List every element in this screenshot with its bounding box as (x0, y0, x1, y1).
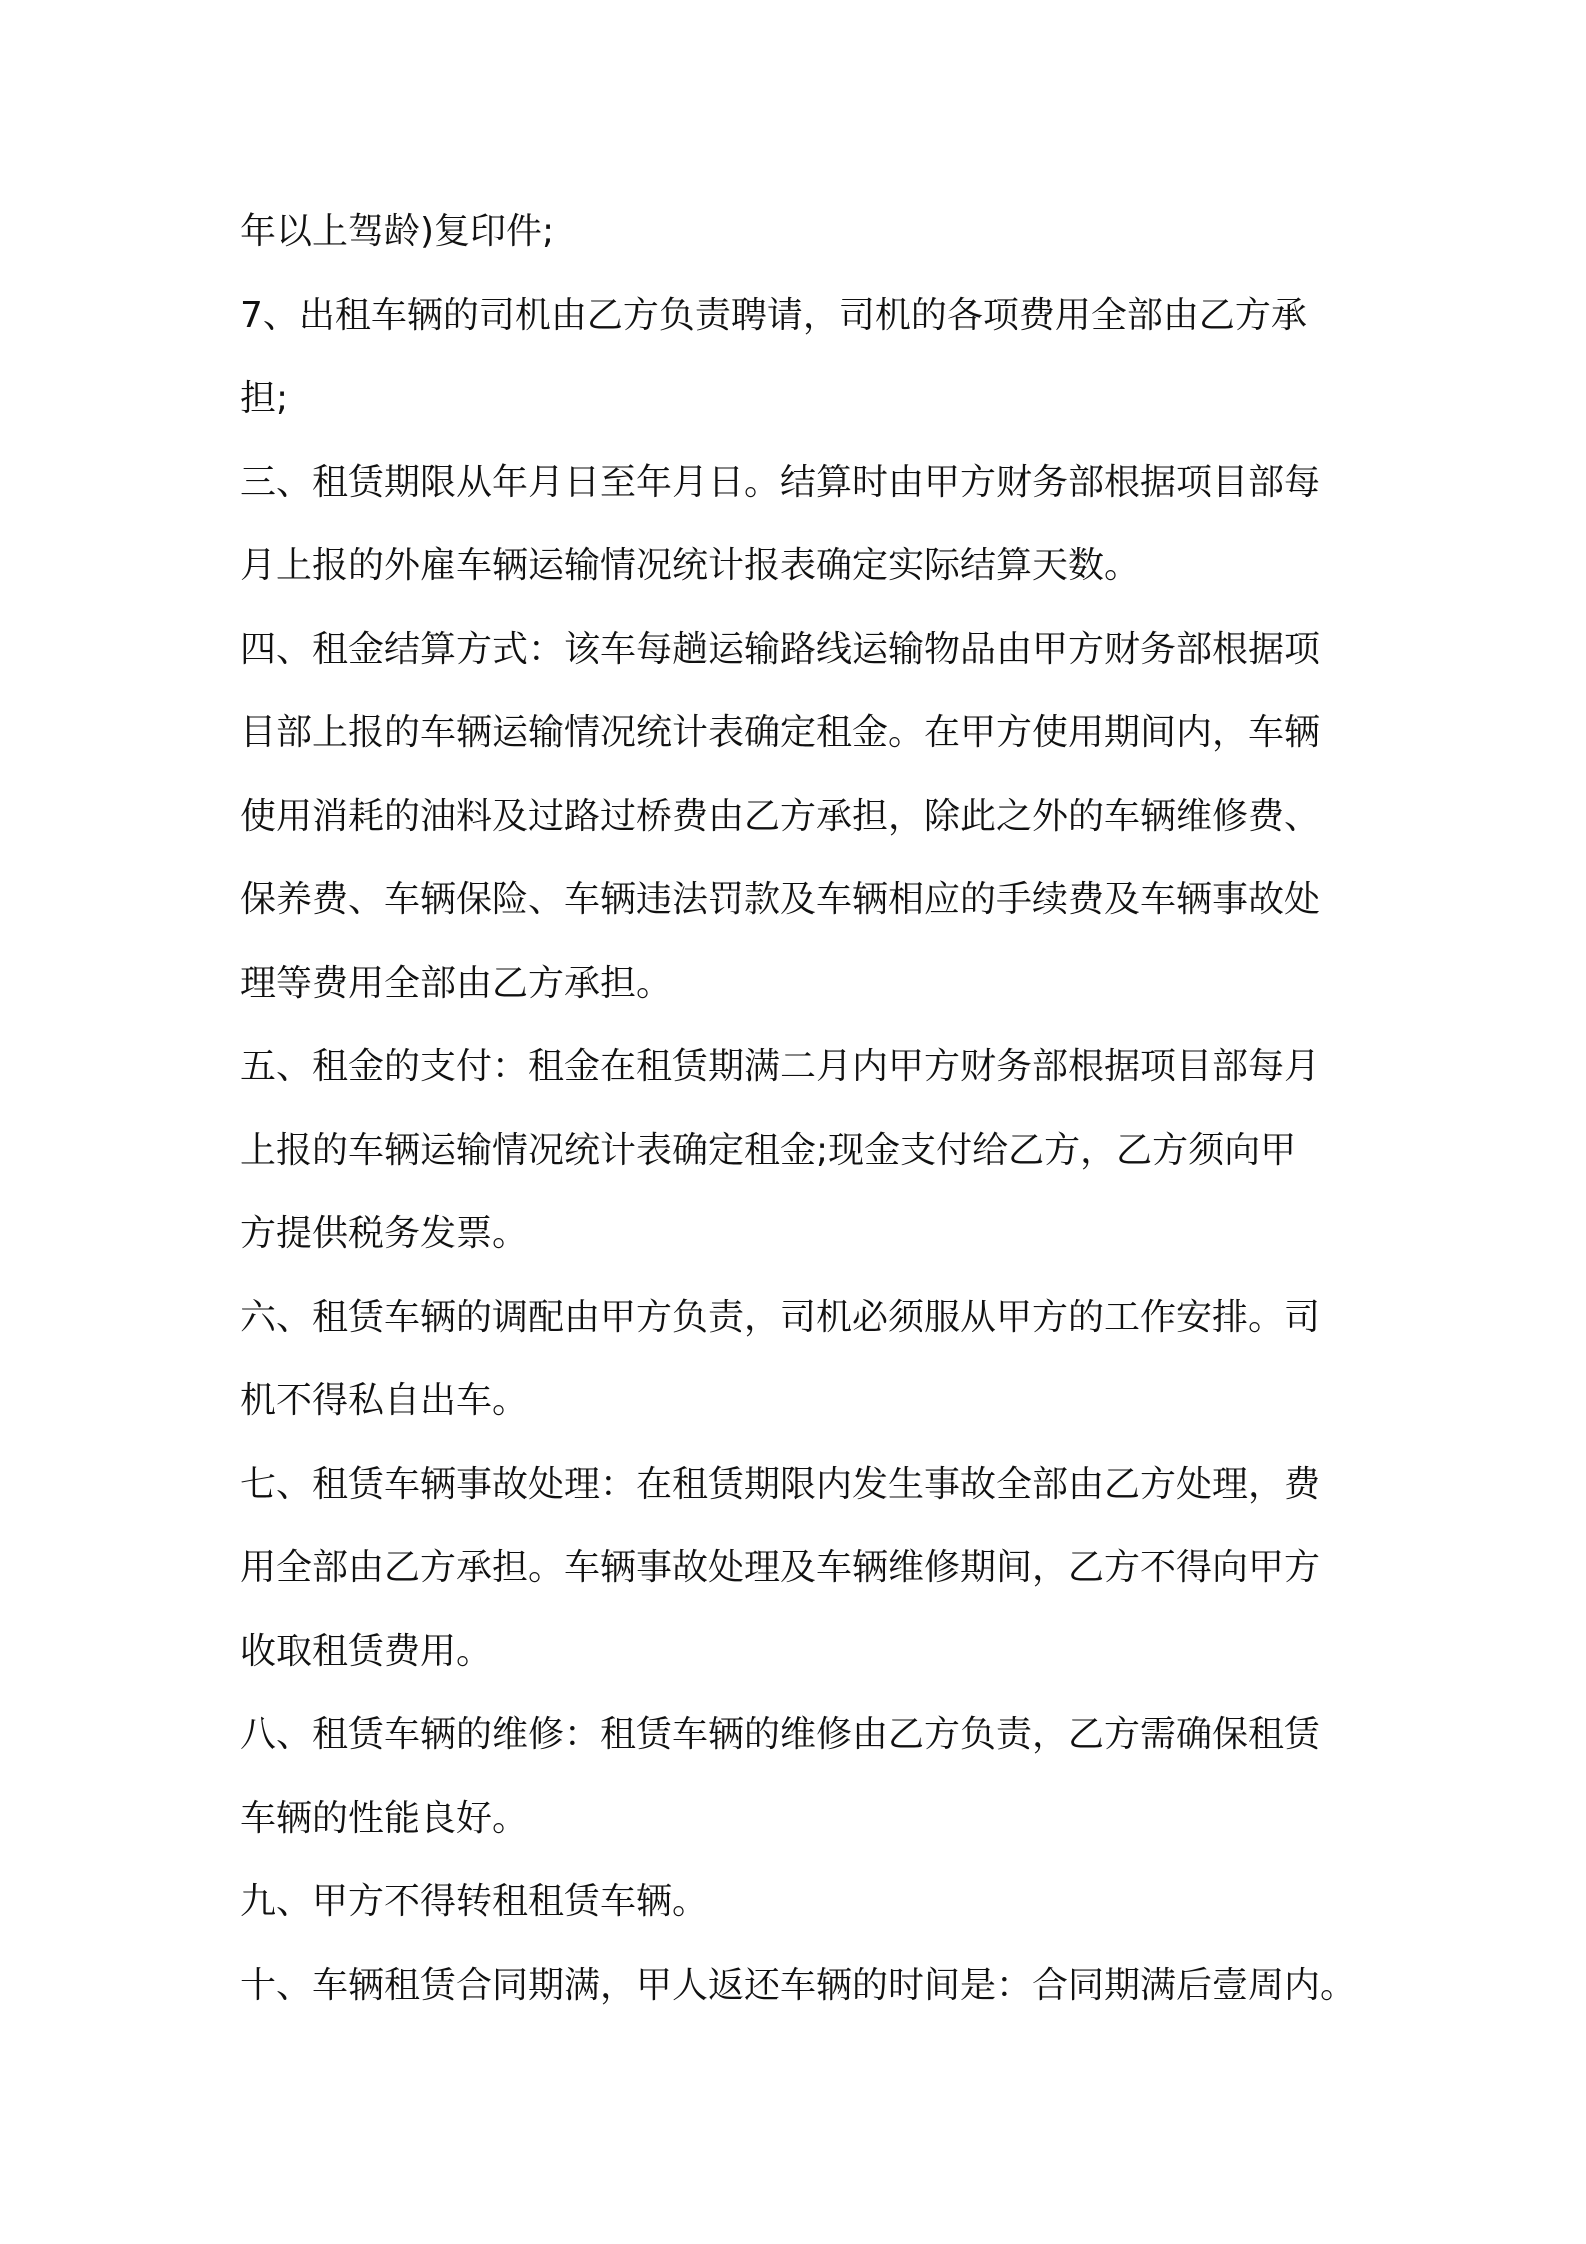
text-line: 五、租金的支付：租金在租赁期满二月内甲方财务部根据项目部每月 (240, 1046, 1321, 1087)
text-line: 七、租赁车辆事故处理：在租赁期限内发生事故全部由乙方处理，费 (240, 1463, 1321, 1505)
document-body (240, 190, 1360, 2027)
text-line: 八、租赁车辆的维修：租赁车辆的维修由乙方负责，乙方需确保租赁 (240, 1714, 1321, 1755)
text-line: 机不得私自出车。 (240, 1380, 529, 1421)
text-line: 四、租金结算方式：该车每趟运输路线运输物品由甲方财务部根据项 (240, 628, 1321, 670)
text-line: 目部上报的车辆运输情况统计表确定租金。在甲方使用期间内，车辆 (240, 712, 1321, 753)
text-line: 三、租赁期限从年月日至年月日。结算时由甲方财务部根据项目部每 (240, 461, 1321, 503)
text-line: 收取租赁费用。 (240, 1630, 493, 1672)
text-line: 方提供税务发票。 (240, 1213, 529, 1254)
text-line: 7、出租车辆的司机由乙方负责聘请，司机的各项费用全部由乙方承 (240, 294, 1307, 336)
text-line: 使用消耗的油料及过路过桥费由乙方承担，除此之外的车辆维修费、 (240, 795, 1321, 837)
text-line: 月上报的外雇车辆运输情况统计报表确定实际结算天数。 (240, 545, 1141, 586)
text-line: 六、租赁车辆的调配由甲方负责，司机必须服从甲方的工作安排。司 (240, 1296, 1321, 1338)
text-line: 九、甲方不得转租租赁车辆。 (240, 1881, 709, 1922)
text-line: 十、车辆租赁合同期满，甲人返还车辆的时间是：合同期满后壹周内。 (240, 1964, 1357, 2006)
text-line: 保养费、车辆保险、车辆违法罚款及车辆相应的手续费及车辆事故处 (240, 879, 1321, 920)
text-line: 担; (240, 378, 289, 419)
text-line: 年以上驾龄)复印件; (240, 211, 555, 252)
text-line: 上报的车辆运输情况统计表确定租金;现金支付给乙方，乙方须向甲 (240, 1129, 1297, 1171)
text-line: 理等费用全部由乙方承担。 (240, 962, 673, 1004)
text-line: 用全部由乙方承担。车辆事故处理及车辆维修期间，乙方不得向甲方 (240, 1547, 1321, 1588)
text-line: 车辆的性能良好。 (240, 1797, 529, 1839)
